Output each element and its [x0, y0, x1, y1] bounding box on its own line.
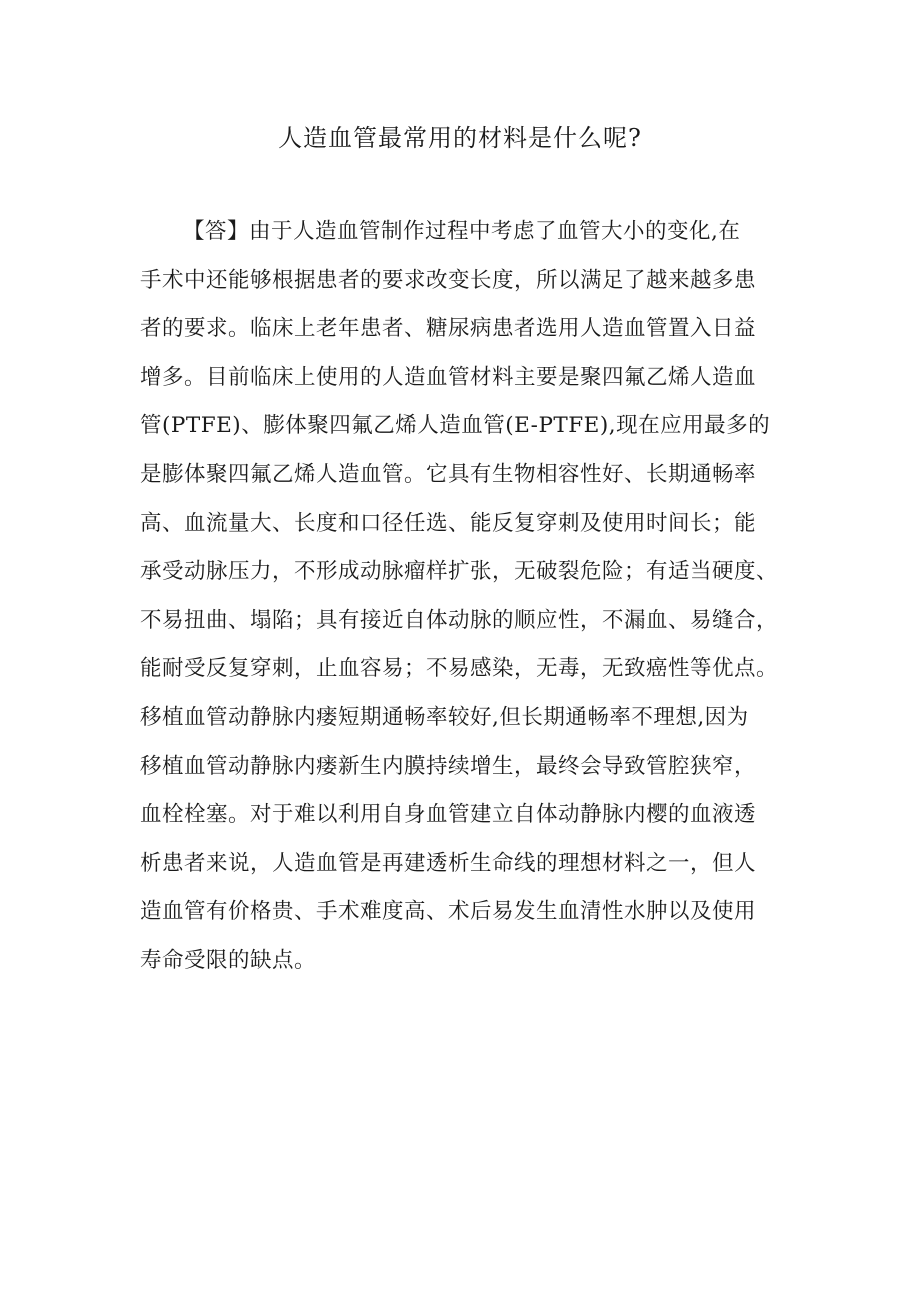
paragraph-line: 高、血流量大、长度和口径任选、能反复穿刺及使用时间长；能	[140, 510, 757, 536]
paragraph-line: 【答】由于人造血管制作过程中考虑了血管大小的变化,在	[183, 219, 741, 244]
answer-paragraph	[140, 208, 820, 986]
paragraph-line: 能耐受反复穿刺，止血容易；不易感染，无毒，无致癌性等优点。	[140, 656, 779, 682]
paragraph-line: 承受动脉压力，不形成动脉瘤样扩张，无破裂危险；有适当硬度、	[140, 559, 779, 585]
paragraph-line: 管(PTFE)、膨体聚四氟乙烯人造血管(E-PTFE),现在应用最多的	[140, 413, 771, 439]
paragraph-line: 移植血管动静脉内瘘短期通畅率较好,但长期通畅率不理想,因为	[140, 704, 749, 730]
paragraph-line: 寿命受限的缺点。	[140, 947, 317, 973]
paragraph-line: 血栓栓塞。对于难以利用自身血管建立自体动静脉内樱的血液透	[140, 802, 757, 828]
paragraph-line: 析患者来说，人造血管是再建透析生命线的理想材料之一，但人	[140, 850, 757, 876]
paragraph-line: 增多。目前临床上使用的人造血管材料主要是聚四氟乙烯人造血	[140, 364, 757, 390]
paragraph-line: 是膨体聚四氟乙烯人造血管。它具有生物相容性好、长期通畅率	[140, 461, 757, 487]
document-title: 人造血管最常用的材料是什么呢?	[278, 124, 642, 152]
paragraph-line: 不易扭曲、塌陷；具有接近自体动脉的顺应性，不漏血、易缝合，	[140, 607, 779, 633]
paragraph-line: 造血管有价格贵、手术难度高、术后易发生血清性水肿以及使用	[140, 899, 757, 925]
paragraph-line: 手术中还能够根据患者的要求改变长度，所以满足了越来越多患	[140, 267, 757, 293]
paragraph-line: 移植血管动静脉内瘘新生内膜持续增生，最终会导致管腔狭窄，	[140, 753, 757, 779]
paragraph-line: 者的要求。临床上老年患者、糖尿病患者选用人造血管置入日益	[140, 316, 757, 342]
